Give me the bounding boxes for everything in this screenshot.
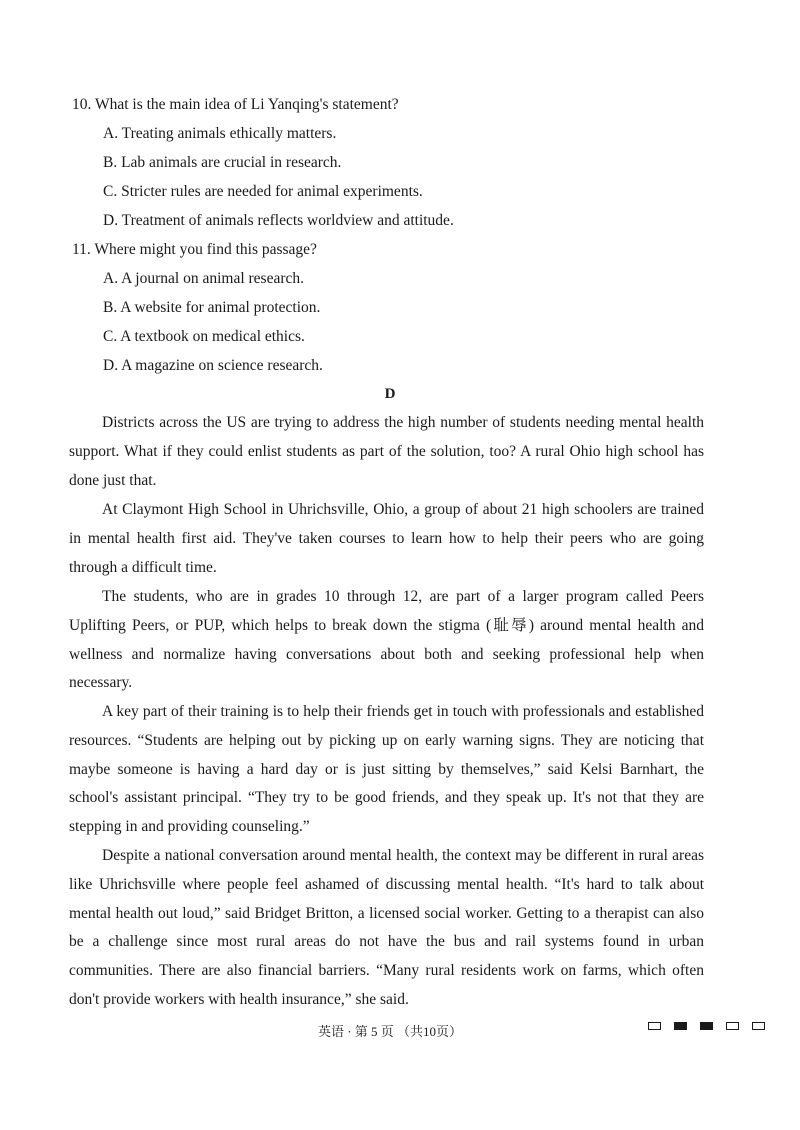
passage-paragraph-4: A key part of their training is to help their friends get in touch with professionals and established resources. “Students are helping out by picking up on early warning signs. They are noticing that maybe someone is having a hard day or is just sitting by themselves,” said Kelsi Barnhart, the school's assistant principal. “They try to be good friends, and they speak up. It's not that they are stepping in and providing counseling.”	[69, 703, 704, 836]
page-mark	[752, 1022, 765, 1030]
page-mark	[726, 1022, 739, 1030]
section-title: D	[384, 386, 396, 402]
question-11-option-a: A. A journal on animal research.	[103, 270, 305, 287]
question-11-option-b: B. A website for animal protection.	[103, 299, 321, 316]
question-10-option-c: C. Stricter rules are needed for animal experiments.	[103, 183, 423, 200]
question-10-option-b: B. Lab animals are crucial in research.	[103, 154, 342, 171]
page-marks	[648, 1022, 765, 1030]
page-footer-label: 英语 · 第 5 页 （共10页）	[317, 1024, 463, 1039]
question-11-option-c: C. A textbook on medical ethics.	[103, 328, 305, 345]
question-10-option-d: D. Treatment of animals reflects worldview and attitude.	[103, 212, 454, 229]
question-10-option-a: A. Treating animals ethically matters.	[103, 125, 337, 142]
passage-paragraph-1: Districts across the US are trying to address the high number of students needing mental health support. What if they could enlist students as part of the solution, too? A rural Ohio high school has done just that.	[69, 414, 704, 489]
page-mark	[648, 1022, 661, 1030]
passage-paragraph-5: Despite a national conversation around mental health, the context may be different in rural areas like Uhrichsville where people feel ashamed of discussing mental health. “It's hard to talk about mental health out loud,” said Bridget Britton, a licensed social worker. Getting to a therapist can also be a challenge since most rural areas do not have the bus and rail systems found in urban communities. There are also financial barriers. “Many rural residents work on farms, which often don't provide workers with health insurance,” she said.	[69, 847, 704, 1008]
page-mark	[700, 1022, 713, 1030]
question-10-stem: 10. What is the main idea of Li Yanqing's statement?	[72, 96, 399, 113]
passage-paragraph-2: At Claymont High School in Uhrichsville, Ohio, a group of about 21 high schoolers are trained in mental health first aid. They've taken courses to learn how to help their peers who are going through a difficult time.	[69, 501, 704, 576]
page-mark	[674, 1022, 687, 1030]
passage-paragraph-3: The students, who are in grades 10 through 12, are part of a larger program called Peers Uplifting Peers, or PUP, which helps to break down the stigma (耻辱) around mental health and wellness and normalize having conversations about both and seeking professional help when necessary.	[69, 588, 704, 692]
question-11-option-d: D. A magazine on science research.	[103, 357, 323, 374]
question-11-stem: 11. Where might you find this passage?	[72, 241, 317, 258]
